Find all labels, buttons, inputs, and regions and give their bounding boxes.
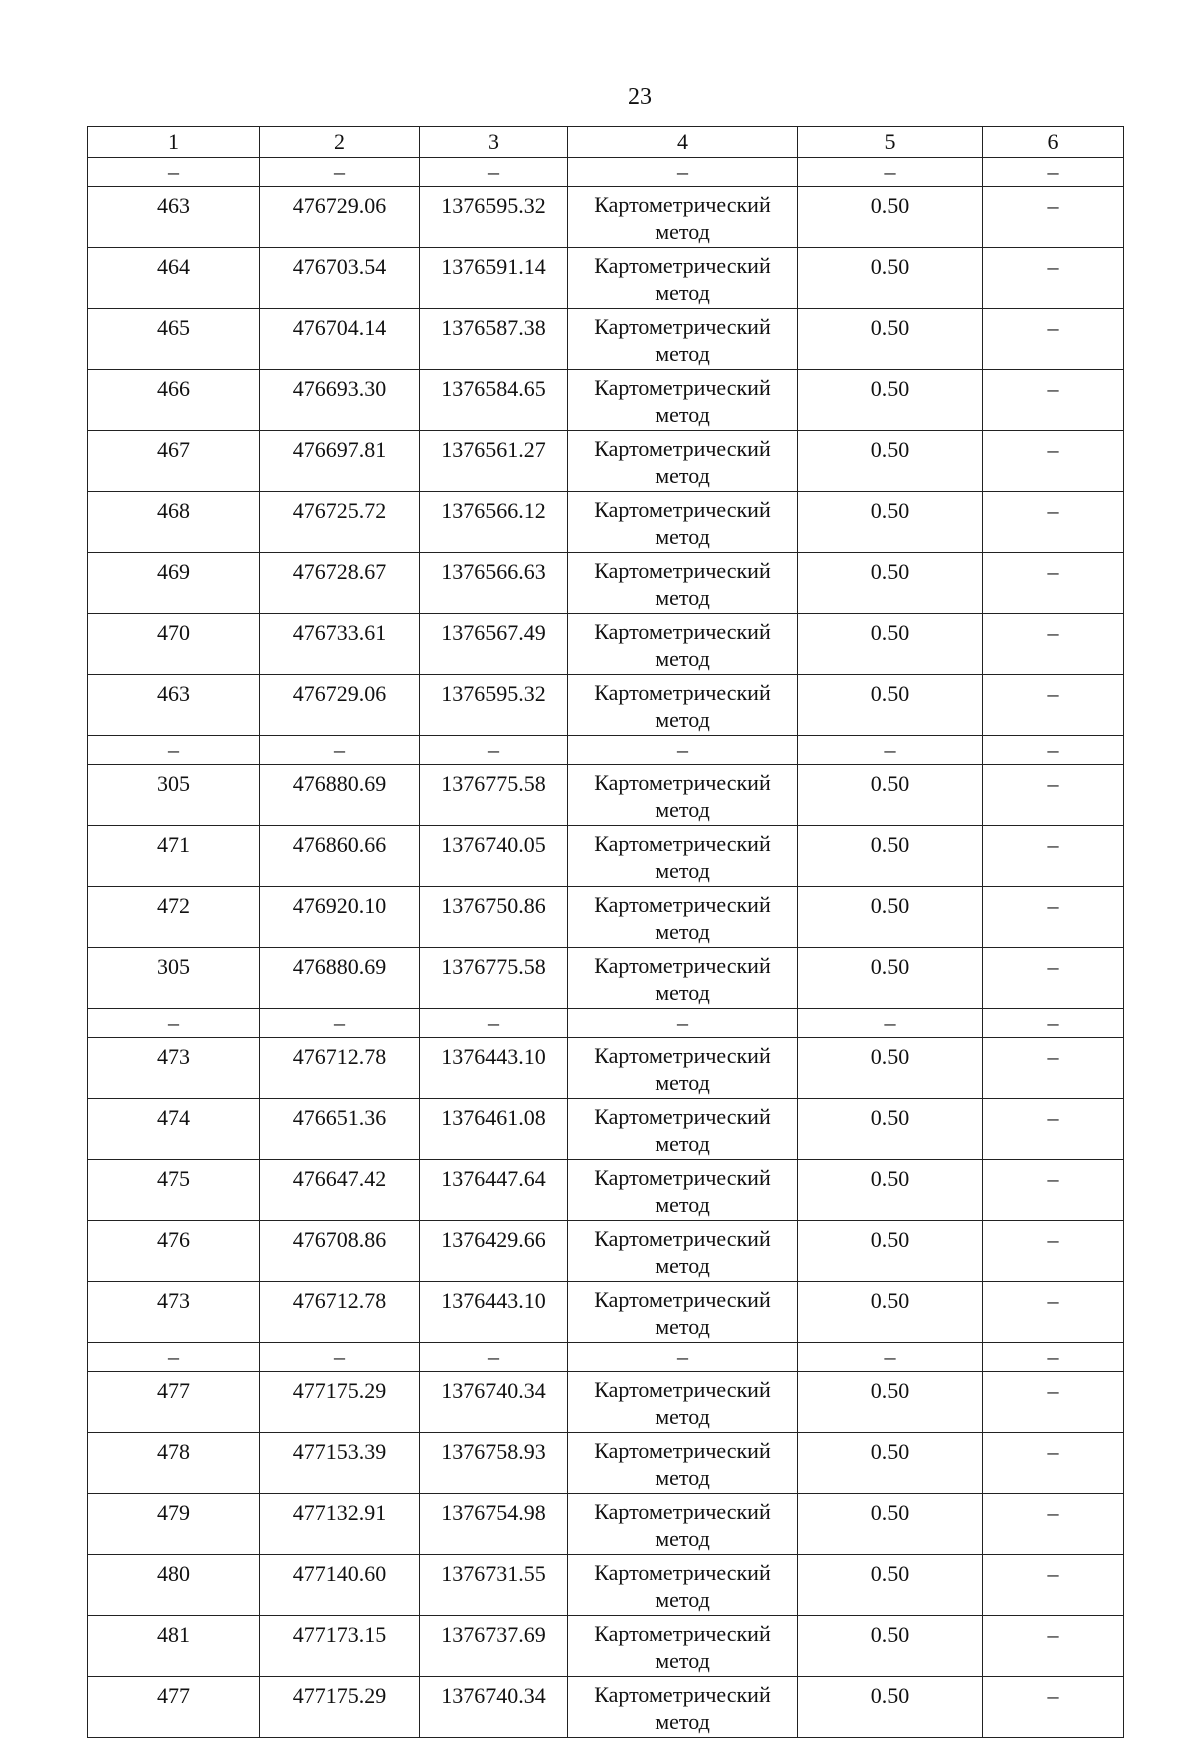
note-cell: – xyxy=(983,1616,1124,1677)
column-header-4: 4 xyxy=(568,127,798,158)
separator-dash: – xyxy=(983,1343,1124,1372)
point-number-cell: 477 xyxy=(88,1372,260,1433)
table-row xyxy=(88,1677,1124,1738)
point-number-cell: 481 xyxy=(88,1616,260,1677)
accuracy-cell: 0.50 xyxy=(798,370,983,431)
separator-dash: – xyxy=(260,736,420,765)
note-cell: – xyxy=(983,826,1124,887)
accuracy-cell: 0.50 xyxy=(798,887,983,948)
x-coordinate-cell: 476729.06 xyxy=(260,187,420,248)
y-coordinate-cell: 1376429.66 xyxy=(420,1221,568,1282)
x-coordinate-cell: 476860.66 xyxy=(260,826,420,887)
separator-dash: – xyxy=(420,736,568,765)
x-coordinate-cell: 476712.78 xyxy=(260,1282,420,1343)
note-cell: – xyxy=(983,765,1124,826)
y-coordinate-cell: 1376447.64 xyxy=(420,1160,568,1221)
point-number-cell: 479 xyxy=(88,1494,260,1555)
point-number-cell: 474 xyxy=(88,1099,260,1160)
table-row xyxy=(88,431,1124,492)
table-row xyxy=(88,948,1124,1009)
accuracy-cell: 0.50 xyxy=(798,248,983,309)
column-header-3: 3 xyxy=(420,127,568,158)
table-header xyxy=(88,127,1124,158)
point-number-cell: 469 xyxy=(88,553,260,614)
method-cell: Картометрический метод xyxy=(568,309,798,370)
method-cell: Картометрический метод xyxy=(568,614,798,675)
table-row xyxy=(88,765,1124,826)
x-coordinate-cell: 476693.30 xyxy=(260,370,420,431)
accuracy-cell: 0.50 xyxy=(798,1099,983,1160)
y-coordinate-cell: 1376754.98 xyxy=(420,1494,568,1555)
note-cell: – xyxy=(983,248,1124,309)
table-row xyxy=(88,614,1124,675)
point-number-cell: 305 xyxy=(88,765,260,826)
separator-dash: – xyxy=(568,158,798,187)
point-number-cell: 480 xyxy=(88,1555,260,1616)
note-cell: – xyxy=(983,187,1124,248)
table-row xyxy=(88,370,1124,431)
point-number-cell: 467 xyxy=(88,431,260,492)
accuracy-cell: 0.50 xyxy=(798,826,983,887)
table-row xyxy=(88,1282,1124,1343)
note-cell: – xyxy=(983,614,1124,675)
method-cell: Картометрический метод xyxy=(568,370,798,431)
separator-dash: – xyxy=(568,736,798,765)
x-coordinate-cell: 477175.29 xyxy=(260,1372,420,1433)
point-number-cell: 463 xyxy=(88,187,260,248)
y-coordinate-cell: 1376584.65 xyxy=(420,370,568,431)
method-cell: Картометрический метод xyxy=(568,1555,798,1616)
point-number-cell: 472 xyxy=(88,887,260,948)
table-row xyxy=(88,675,1124,736)
y-coordinate-cell: 1376595.32 xyxy=(420,187,568,248)
separator-dash: – xyxy=(88,736,260,765)
point-number-cell: 470 xyxy=(88,614,260,675)
separator-dash: – xyxy=(568,1009,798,1038)
x-coordinate-cell: 476703.54 xyxy=(260,248,420,309)
method-cell: Картометрический метод xyxy=(568,765,798,826)
x-coordinate-cell: 476708.86 xyxy=(260,1221,420,1282)
y-coordinate-cell: 1376566.63 xyxy=(420,553,568,614)
x-coordinate-cell: 476704.14 xyxy=(260,309,420,370)
x-coordinate-cell: 476712.78 xyxy=(260,1038,420,1099)
separator-dash: – xyxy=(260,1009,420,1038)
accuracy-cell: 0.50 xyxy=(798,1160,983,1221)
method-cell: Картометрический метод xyxy=(568,1282,798,1343)
separator-dash: – xyxy=(798,1009,983,1038)
note-cell: – xyxy=(983,1555,1124,1616)
x-coordinate-cell: 476733.61 xyxy=(260,614,420,675)
table-row xyxy=(88,309,1124,370)
accuracy-cell: 0.50 xyxy=(798,1221,983,1282)
y-coordinate-cell: 1376737.69 xyxy=(420,1616,568,1677)
column-header-6: 6 xyxy=(983,127,1124,158)
method-cell: Картометрический метод xyxy=(568,1677,798,1738)
point-number-cell: 463 xyxy=(88,675,260,736)
y-coordinate-cell: 1376443.10 xyxy=(420,1282,568,1343)
separator-dash: – xyxy=(983,1009,1124,1038)
method-cell: Картометрический метод xyxy=(568,1616,798,1677)
method-cell: Картометрический метод xyxy=(568,1221,798,1282)
separator-dash: – xyxy=(798,158,983,187)
y-coordinate-cell: 1376731.55 xyxy=(420,1555,568,1616)
note-cell: – xyxy=(983,1282,1124,1343)
x-coordinate-cell: 477132.91 xyxy=(260,1494,420,1555)
accuracy-cell: 0.50 xyxy=(798,1677,983,1738)
x-coordinate-cell: 476651.36 xyxy=(260,1099,420,1160)
y-coordinate-cell: 1376591.14 xyxy=(420,248,568,309)
note-cell: – xyxy=(983,887,1124,948)
accuracy-cell: 0.50 xyxy=(798,492,983,553)
note-cell: – xyxy=(983,1433,1124,1494)
table-row xyxy=(88,1494,1124,1555)
table-row xyxy=(88,826,1124,887)
table-row xyxy=(88,1160,1124,1221)
separator-dash: – xyxy=(983,158,1124,187)
method-cell: Картометрический метод xyxy=(568,826,798,887)
method-cell: Картометрический метод xyxy=(568,675,798,736)
accuracy-cell: 0.50 xyxy=(798,1372,983,1433)
accuracy-cell: 0.50 xyxy=(798,187,983,248)
accuracy-cell: 0.50 xyxy=(798,765,983,826)
y-coordinate-cell: 1376740.34 xyxy=(420,1677,568,1738)
method-cell: Картометрический метод xyxy=(568,1160,798,1221)
x-coordinate-cell: 476729.06 xyxy=(260,675,420,736)
accuracy-cell: 0.50 xyxy=(798,1616,983,1677)
separator-row xyxy=(88,158,1124,187)
method-cell: Картометрический метод xyxy=(568,1372,798,1433)
table-row xyxy=(88,1099,1124,1160)
page-number: 23 xyxy=(628,84,652,110)
accuracy-cell: 0.50 xyxy=(798,675,983,736)
separator-row xyxy=(88,1009,1124,1038)
y-coordinate-cell: 1376740.34 xyxy=(420,1372,568,1433)
y-coordinate-cell: 1376750.86 xyxy=(420,887,568,948)
accuracy-cell: 0.50 xyxy=(798,614,983,675)
y-coordinate-cell: 1376461.08 xyxy=(420,1099,568,1160)
table-row xyxy=(88,187,1124,248)
table-row xyxy=(88,492,1124,553)
note-cell: – xyxy=(983,553,1124,614)
y-coordinate-cell: 1376443.10 xyxy=(420,1038,568,1099)
separator-dash: – xyxy=(798,1343,983,1372)
y-coordinate-cell: 1376758.93 xyxy=(420,1433,568,1494)
y-coordinate-cell: 1376775.58 xyxy=(420,948,568,1009)
note-cell: – xyxy=(983,675,1124,736)
x-coordinate-cell: 476728.67 xyxy=(260,553,420,614)
y-coordinate-cell: 1376567.49 xyxy=(420,614,568,675)
accuracy-cell: 0.50 xyxy=(798,1282,983,1343)
y-coordinate-cell: 1376740.05 xyxy=(420,826,568,887)
separator-dash: – xyxy=(983,736,1124,765)
table-row xyxy=(88,1038,1124,1099)
x-coordinate-cell: 477175.29 xyxy=(260,1677,420,1738)
table-body xyxy=(88,158,1124,1738)
note-cell: – xyxy=(983,1038,1124,1099)
method-cell: Картометрический метод xyxy=(568,887,798,948)
point-number-cell: 465 xyxy=(88,309,260,370)
note-cell: – xyxy=(983,1221,1124,1282)
table-row xyxy=(88,1221,1124,1282)
accuracy-cell: 0.50 xyxy=(798,1494,983,1555)
point-number-cell: 476 xyxy=(88,1221,260,1282)
note-cell: – xyxy=(983,370,1124,431)
separator-dash: – xyxy=(88,1343,260,1372)
note-cell: – xyxy=(983,431,1124,492)
note-cell: – xyxy=(983,1372,1124,1433)
y-coordinate-cell: 1376595.32 xyxy=(420,675,568,736)
method-cell: Картометрический метод xyxy=(568,431,798,492)
separator-dash: – xyxy=(260,1343,420,1372)
point-number-cell: 468 xyxy=(88,492,260,553)
method-cell: Картометрический метод xyxy=(568,1433,798,1494)
separator-dash: – xyxy=(260,158,420,187)
method-cell: Картометрический метод xyxy=(568,1099,798,1160)
point-number-cell: 464 xyxy=(88,248,260,309)
x-coordinate-cell: 477173.15 xyxy=(260,1616,420,1677)
accuracy-cell: 0.50 xyxy=(798,309,983,370)
accuracy-cell: 0.50 xyxy=(798,1555,983,1616)
point-number-cell: 473 xyxy=(88,1282,260,1343)
separator-row xyxy=(88,736,1124,765)
column-header-2: 2 xyxy=(260,127,420,158)
separator-dash: – xyxy=(88,1009,260,1038)
y-coordinate-cell: 1376566.12 xyxy=(420,492,568,553)
separator-dash: – xyxy=(420,1009,568,1038)
x-coordinate-cell: 476880.69 xyxy=(260,948,420,1009)
separator-dash: – xyxy=(568,1343,798,1372)
note-cell: – xyxy=(983,1160,1124,1221)
note-cell: – xyxy=(983,948,1124,1009)
point-number-cell: 475 xyxy=(88,1160,260,1221)
x-coordinate-cell: 476725.72 xyxy=(260,492,420,553)
method-cell: Картометрический метод xyxy=(568,553,798,614)
note-cell: – xyxy=(983,1677,1124,1738)
method-cell: Картометрический метод xyxy=(568,492,798,553)
table-row xyxy=(88,1433,1124,1494)
y-coordinate-cell: 1376775.58 xyxy=(420,765,568,826)
method-cell: Картометрический метод xyxy=(568,1038,798,1099)
point-number-cell: 305 xyxy=(88,948,260,1009)
accuracy-cell: 0.50 xyxy=(798,948,983,1009)
table-row xyxy=(88,1372,1124,1433)
column-header-5: 5 xyxy=(798,127,983,158)
note-cell: – xyxy=(983,1494,1124,1555)
method-cell: Картометрический метод xyxy=(568,248,798,309)
note-cell: – xyxy=(983,492,1124,553)
note-cell: – xyxy=(983,309,1124,370)
coordinates-table xyxy=(87,126,1124,1738)
point-number-cell: 478 xyxy=(88,1433,260,1494)
point-number-cell: 473 xyxy=(88,1038,260,1099)
x-coordinate-cell: 476647.42 xyxy=(260,1160,420,1221)
column-header-1: 1 xyxy=(88,127,260,158)
point-number-cell: 466 xyxy=(88,370,260,431)
separator-dash: – xyxy=(420,1343,568,1372)
x-coordinate-cell: 476920.10 xyxy=(260,887,420,948)
accuracy-cell: 0.50 xyxy=(798,431,983,492)
table-row xyxy=(88,887,1124,948)
accuracy-cell: 0.50 xyxy=(798,553,983,614)
table-row xyxy=(88,1616,1124,1677)
separator-dash: – xyxy=(88,158,260,187)
x-coordinate-cell: 477153.39 xyxy=(260,1433,420,1494)
point-number-cell: 471 xyxy=(88,826,260,887)
accuracy-cell: 0.50 xyxy=(798,1433,983,1494)
x-coordinate-cell: 476697.81 xyxy=(260,431,420,492)
method-cell: Картометрический метод xyxy=(568,948,798,1009)
note-cell: – xyxy=(983,1099,1124,1160)
x-coordinate-cell: 477140.60 xyxy=(260,1555,420,1616)
y-coordinate-cell: 1376561.27 xyxy=(420,431,568,492)
table-row xyxy=(88,248,1124,309)
table-row xyxy=(88,1555,1124,1616)
accuracy-cell: 0.50 xyxy=(798,1038,983,1099)
separator-row xyxy=(88,1343,1124,1372)
table-row xyxy=(88,553,1124,614)
method-cell: Картометрический метод xyxy=(568,1494,798,1555)
point-number-cell: 477 xyxy=(88,1677,260,1738)
separator-dash: – xyxy=(798,736,983,765)
y-coordinate-cell: 1376587.38 xyxy=(420,309,568,370)
separator-dash: – xyxy=(420,158,568,187)
x-coordinate-cell: 476880.69 xyxy=(260,765,420,826)
method-cell: Картометрический метод xyxy=(568,187,798,248)
